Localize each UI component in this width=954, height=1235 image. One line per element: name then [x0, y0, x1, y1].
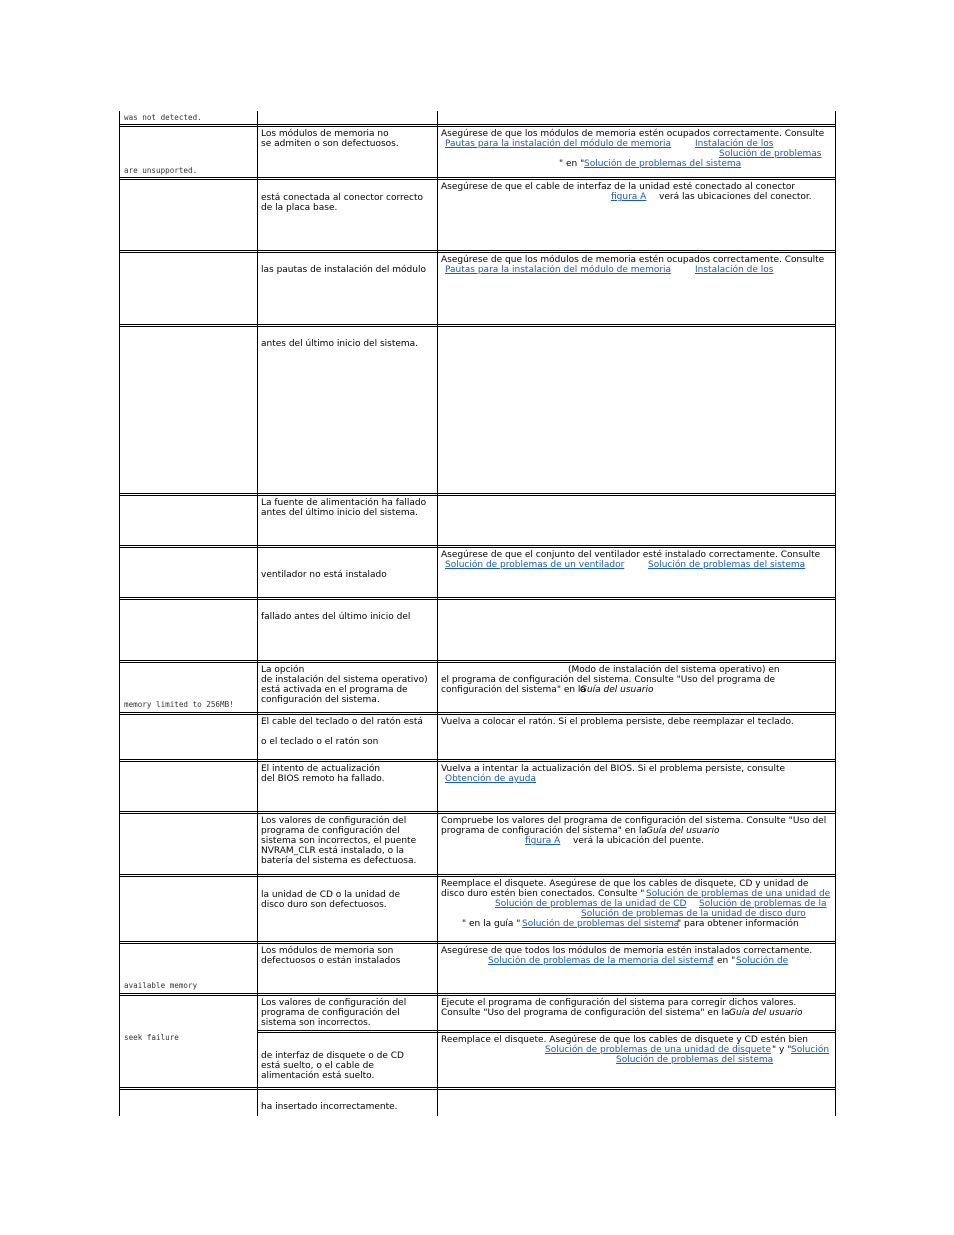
action-text: Asegúrese de que todos los módulos de memoria estén instalados correctamente.: [441, 946, 813, 956]
row-divider: [120, 874, 835, 875]
row-divider: [120, 811, 835, 812]
memory-troubleshooting-link[interactable]: Solución de problemas de la memoria del sistema: [488, 956, 714, 966]
cause-text: configuración del sistema.: [261, 695, 380, 705]
row-divider: [120, 545, 835, 546]
cause-text: de instalación del sistema operativo): [261, 675, 428, 685]
action-text: " y ": [772, 1045, 792, 1055]
figure-a-link[interactable]: figura A: [611, 192, 647, 202]
row-divider: [120, 993, 835, 994]
troubleshooting-link[interactable]: Solución de problemas: [719, 149, 822, 159]
cause-text: la unidad de CD o la unidad de: [261, 890, 400, 900]
row-divider: [257, 1030, 835, 1031]
action-text: el programa de configuración del sistema. Consulte "Uso del programa de: [441, 675, 776, 685]
action-text: " en la guía ": [462, 919, 521, 929]
cause-text: La fuente de alimentación ha fallado: [261, 498, 427, 508]
user-guide-title: Guía del usuario: [646, 826, 720, 836]
cause-text: sistema son incorrectos.: [261, 1018, 371, 1028]
system-troubleshooting-link[interactable]: Solución de problemas del sistema: [616, 1055, 774, 1065]
link-continuation[interactable]: [441, 149, 555, 155]
cause-text: está suelto, o el cable de: [261, 1061, 374, 1071]
row-divider: [120, 712, 835, 713]
table-row: [120, 548, 835, 597]
action-text: disco duro estén bien conectados. Consulte ": [441, 889, 645, 899]
table-row: [120, 111, 835, 124]
cause-text: disco duro son defectuosos.: [261, 900, 387, 910]
action-text: configuración del sistema" en la: [441, 685, 586, 695]
error-code: available memory: [124, 981, 198, 990]
troubleshooting-link[interactable]: Solución de problemas de la: [699, 899, 827, 909]
cause-text: Los valores de configuración del: [261, 998, 407, 1008]
table-row: [120, 327, 835, 493]
row-divider: [120, 1087, 835, 1088]
troubleshooting-link[interactable]: Solución de: [736, 956, 789, 966]
cause-text: alimentación está suelto.: [261, 1071, 375, 1081]
cause-text: del BIOS remoto ha fallado.: [261, 774, 385, 784]
cause-text: Los valores de configuración del: [261, 816, 407, 826]
cause-text: antes del último inicio del sistema.: [261, 508, 419, 518]
hard-drive-troubleshooting-link[interactable]: Solución de problemas de la unidad de disco duro: [581, 909, 806, 919]
system-troubleshooting-link[interactable]: Solución de problemas del sistema: [522, 919, 680, 929]
row-divider: [120, 177, 835, 178]
table-row: [120, 715, 835, 759]
row-divider: [120, 597, 835, 598]
cause-text: o el teclado o el ratón son: [261, 737, 379, 747]
table-row: [120, 944, 835, 993]
cause-text: antes del último inicio del sistema.: [261, 339, 419, 349]
action-text: Compruebe los valores del programa de configuración del sistema. Consulte "Uso del: [441, 816, 827, 826]
table-row: [120, 1033, 835, 1087]
table-row: [120, 877, 835, 941]
cause-text: se admiten o son defectuosos.: [261, 139, 399, 149]
memory-guidelines-link[interactable]: Pautas para la instalación del módulo de memoria: [445, 139, 672, 149]
action-text: (Modo de instalación del sistema operativo) en: [568, 665, 780, 675]
cause-text: El intento de actualización: [261, 764, 381, 774]
error-message-table: [119, 111, 836, 1116]
action-text: Ejecute el programa de configuración del sistema para corregir dichos valores.: [441, 998, 797, 1008]
cause-text: NVRAM_CLR está instalado, o la: [261, 846, 405, 856]
floppy-drive-troubleshooting-link[interactable]: Solución de problemas de una unidad de disquete: [545, 1045, 771, 1055]
table-row: [120, 180, 835, 250]
cd-drive-troubleshooting-link[interactable]: Solución de problemas de la unidad de CD: [495, 899, 687, 909]
row-divider: [120, 324, 835, 325]
figure-a-link[interactable]: figura A: [525, 836, 561, 846]
action-text: Asegúrese de que el conjunto del ventilador esté instalado correctamente. Consulte: [441, 550, 821, 560]
action-text: Vuelva a intentar la actualización del BIOS. Si el problema persiste, consulte: [441, 764, 786, 774]
row-divider: [120, 941, 835, 942]
table-row: [120, 996, 835, 1030]
table-row: [120, 762, 835, 811]
row-divider: [120, 493, 835, 494]
action-text: Asegúrese de que los módulos de memoria estén ocupados correctamente. Consulte: [441, 255, 825, 265]
action-text: " en ": [710, 956, 736, 966]
floppy-drive-troubleshooting-link[interactable]: Solución de problemas de una unidad de: [646, 889, 831, 899]
table-row: [120, 814, 835, 874]
action-text: " para obtener información: [677, 919, 799, 929]
action-text: Asegúrese de que los módulos de memoria estén ocupados correctamente. Consulte: [441, 129, 825, 139]
error-code: was not detected.: [124, 113, 202, 122]
error-code: memory limited to 256MB!: [124, 700, 234, 709]
cause-text: El cable del teclado o del ratón está: [261, 717, 423, 727]
action-text: Reemplace el disquete. Asegúrese de que los cables de disquete y CD estén bien: [441, 1035, 808, 1045]
action-text: verá la ubicación del puente.: [573, 836, 704, 846]
table-row: [120, 1090, 835, 1116]
error-code: are unsupported.: [124, 166, 198, 175]
action-text: Asegúrese de que el cable de interfaz de la unidad esté conectado al conector: [441, 182, 796, 192]
user-guide-title: Guía del usuario: [729, 1008, 803, 1018]
cause-text: defectuosos o están instalados: [261, 956, 401, 966]
row-divider: [120, 124, 835, 125]
cause-text: ha insertado incorrectamente.: [261, 1102, 398, 1112]
error-code: seek failure: [124, 1033, 179, 1042]
cause-text: Los módulos de memoria son: [261, 946, 394, 956]
table-row: [120, 253, 835, 324]
table-row: [120, 127, 835, 177]
action-text: Reemplace el disquete. Asegúrese de que los cables de disquete, CD y unidad de: [441, 879, 809, 889]
cause-text: programa de configuración del: [261, 826, 400, 836]
row-divider: [120, 250, 835, 251]
action-text: verá las ubicaciones del conector.: [659, 192, 812, 202]
cause-text: sistema son incorrectos, el puente: [261, 836, 417, 846]
cause-text: está conectada al conector correcto: [261, 193, 424, 203]
row-divider: [120, 660, 835, 661]
table-row: [120, 663, 835, 712]
cause-text: ventilador no está instalado: [261, 570, 387, 580]
cause-text: batería del sistema es defectuosa.: [261, 856, 417, 866]
troubleshooting-link[interactable]: Solución: [791, 1045, 830, 1055]
cause-text: programa de configuración del: [261, 1008, 400, 1018]
row-divider: [120, 759, 835, 760]
system-troubleshooting-link[interactable]: Solución de problemas del sistema: [584, 159, 742, 169]
cause-text: Los módulos de memoria no: [261, 129, 389, 139]
cause-text: fallado antes del último inicio del: [261, 612, 411, 622]
user-guide-title: Guía del usuario: [580, 685, 654, 695]
memory-guidelines-link[interactable]: Pautas para la instalación del módulo de memoria: [445, 265, 672, 275]
action-text: Vuelva a colocar el ratón. Si el problema persiste, debe reemplazar el teclado.: [441, 717, 794, 727]
memory-install-link[interactable]: Instalación de los: [695, 139, 774, 149]
table-row: [120, 600, 835, 660]
cause-text: de la placa base.: [261, 203, 338, 213]
cause-text: las pautas de instalación del módulo: [261, 265, 426, 275]
cause-text: está activada en el programa de: [261, 685, 408, 695]
action-text: programa de configuración del sistema" en la: [441, 826, 647, 836]
cause-text: La opción: [261, 665, 305, 675]
fan-troubleshooting-link[interactable]: Solución de problemas de un ventilador: [445, 560, 625, 570]
system-troubleshooting-link[interactable]: Solución de problemas del sistema: [648, 560, 806, 570]
action-text: " en ": [559, 159, 585, 169]
get-help-link[interactable]: Obtención de ayuda: [445, 774, 536, 784]
memory-install-link[interactable]: Instalación de los: [695, 265, 774, 275]
table-row: [120, 496, 835, 545]
cause-text: de interfaz de disquete o de CD: [261, 1051, 404, 1061]
action-text: Consulte "Uso del programa de configuración del sistema" en la: [441, 1008, 730, 1018]
